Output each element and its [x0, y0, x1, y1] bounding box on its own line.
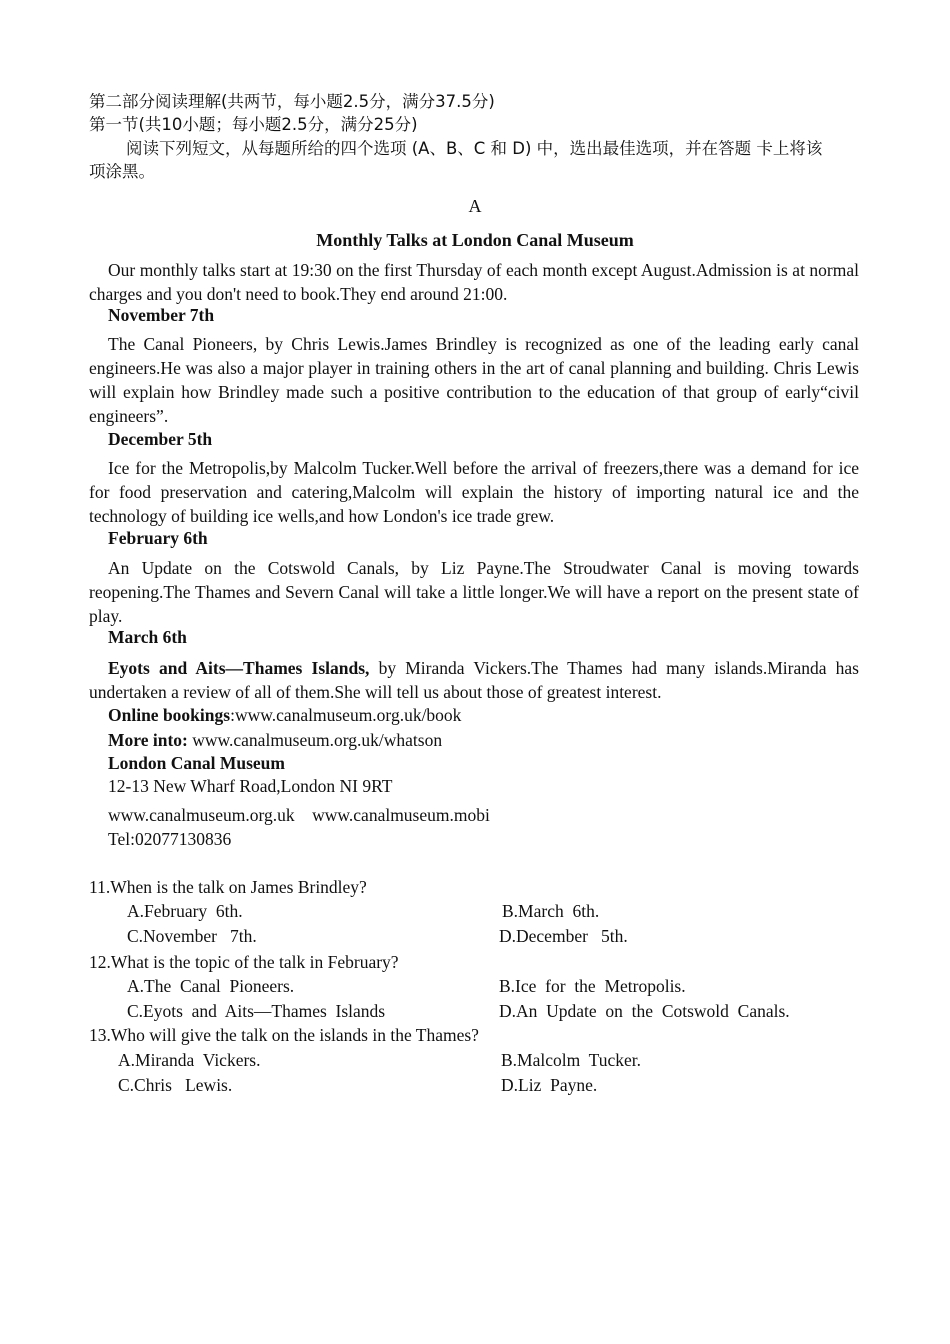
museum-name: London Canal Museum [108, 753, 285, 773]
more-info [108, 730, 442, 751]
talk-bold-title: Eyots and Aits—Thames Islands, [108, 658, 370, 678]
online-bookings-label: Online bookings [108, 705, 231, 725]
talk-description: An Update on the Cotswold Canals, by Liz Payne.The Stroudwater Canal is moving towards reopening.The Thames and Severn Canal will take a little longer.We will have a report on the present state of play. [89, 558, 859, 626]
option-d: D.December 5th. [499, 926, 628, 946]
museum-tel: Tel:02077130836 [108, 829, 232, 849]
option-a: A.Miranda Vickers. [118, 1050, 261, 1070]
talk-date: December 5th [108, 429, 213, 449]
option-a: A.February 6th. [127, 901, 243, 921]
question-stem: 11.When is the talk on James Brindley? [89, 877, 367, 897]
option-d: D.An Update on the Cotswold Canals. [499, 1001, 790, 1021]
online-bookings [108, 705, 461, 726]
passage-intro: Our monthly talks start at 19:30 on the first Thursday of each month except August.Admission is at normal charges and you don't need to book.They end around 21:00. [89, 260, 859, 304]
museum-address: 12-13 New Wharf Road,London NI 9RT [108, 776, 393, 796]
part-title: 第二部分阅读理解(共两节，每小题2.5分，满分37.5分) [89, 92, 495, 111]
option-d: D.Liz Payne. [501, 1075, 598, 1095]
more-info-url[interactable]: www.canalmuseum.org.uk/whatson [187, 730, 443, 750]
instructions: 阅读下列短文，从每题所给的四个选项 (A、B、C 和 D) 中，选出最佳选项，并在答题 卡上将该项涂黑。 [89, 139, 823, 181]
passage-title: Monthly Talks at London Canal Museum [316, 230, 634, 250]
museum-websites: www.canalmuseum.org.uk www.canalmuseum.mobi [108, 805, 490, 825]
talk-date: March 6th [108, 627, 187, 647]
passage-letter: A [468, 196, 482, 216]
option-c: C.November 7th. [127, 926, 257, 946]
section-title: 第一节(共10小题；每小题2.5分，满分25分) [89, 115, 418, 134]
more-info-label: More into: [108, 730, 188, 750]
talk-description [89, 656, 859, 704]
option-b: B.March 6th. [502, 901, 600, 921]
talk-date: February 6th [108, 528, 208, 548]
talk-date: November 7th [108, 305, 215, 325]
talk-text: by Miranda Vickers.The Thames had many islands.Miranda has undertaken a review of all of them.She will tell us about those of greatest interest. [89, 658, 859, 702]
option-b: B.Ice for the Metropolis. [499, 976, 686, 996]
option-c: C.Eyots and Aits—Thames Islands [127, 1001, 386, 1021]
talk-description: The Canal Pioneers, by Chris Lewis.James Brindley is recognized as one of the leading early canal engineers.He was also a major player in training others in the art of canal planning and building. Chris Lewis will explain how Brindley made such a positive contribution to the education of that group of early“civil engineers”. [89, 334, 859, 426]
option-a: A.The Canal Pioneers. [127, 976, 295, 996]
question-stem: 13.Who will give the talk on the islands in the Thames? [89, 1025, 479, 1045]
option-b: B.Malcolm Tucker. [501, 1050, 642, 1070]
talk-description: Ice for the Metropolis,by Malcolm Tucker.Well before the arrival of freezers,there was a demand for ice for food preservation and catering,Malcolm will explain the history of importing natural ice and the technology of building ice wells,and how London's ice trade grew. [89, 458, 859, 526]
question-stem: 12.What is the topic of the talk in February? [89, 952, 399, 972]
online-bookings-url[interactable]: :www.canalmuseum.org.uk/book [230, 705, 462, 725]
option-c: C.Chris Lewis. [118, 1075, 233, 1095]
